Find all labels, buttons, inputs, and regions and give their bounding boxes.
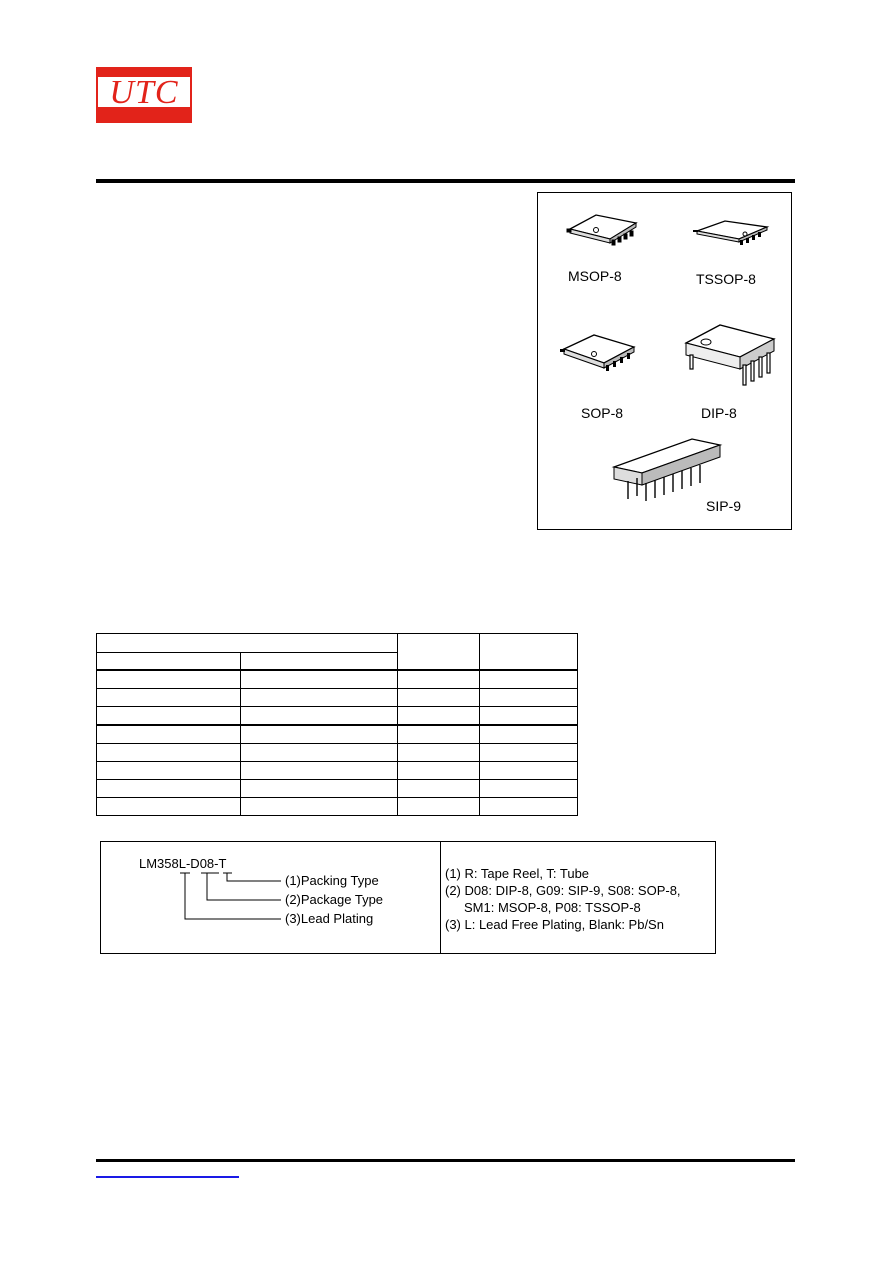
table-header-cell (97, 653, 241, 671)
legend-notes (445, 865, 681, 933)
utc-logo (96, 67, 192, 123)
part-number-code: LM358L-D08-T (139, 856, 227, 871)
ordering-table (96, 633, 578, 816)
callout-packing-type: (1)Packing Type (285, 873, 379, 888)
utc-logo-inner (98, 74, 190, 111)
sop8-package-icon (560, 331, 640, 377)
package-illustrations (537, 192, 792, 530)
footer-rule (96, 1159, 795, 1162)
footer-link-underline[interactable] (96, 1176, 239, 1178)
part-number-callout-lines (101, 842, 440, 953)
table-row (97, 725, 578, 744)
callout-package-type: (2)Package Type (285, 892, 384, 907)
package-label-sop8: SOP-8 (581, 405, 624, 421)
table-header-cell (241, 653, 398, 671)
package-label-dip8: DIP-8 (701, 405, 737, 421)
table-header-row (97, 634, 578, 653)
part-number-legend (100, 841, 716, 954)
note-lead-plating: (3) L: Lead Free Plating, Blank: Pb/Sn (445, 917, 664, 932)
utc-logo-text: UTC (109, 74, 179, 111)
table-row (97, 798, 578, 816)
callout-lead-plating: (3)Lead Plating (285, 911, 374, 926)
legend-divider (440, 842, 441, 953)
note-package: (2) D08: DIP-8, G09: SIP-9, S08: SOP-8, (445, 883, 681, 898)
package-label-tssop8: TSSOP-8 (696, 271, 756, 287)
table-header-cell (97, 634, 398, 653)
table-row (97, 780, 578, 798)
package-label-sip9: SIP-9 (706, 498, 742, 514)
msop8-package-icon (566, 209, 644, 249)
header-rule (96, 179, 795, 183)
table-row (97, 670, 578, 689)
table-row (97, 744, 578, 762)
dip8-package-icon (682, 321, 778, 389)
table-header-cell (480, 634, 578, 671)
note-package-cont: SM1: MSOP-8, P08: TSSOP-8 (464, 900, 641, 915)
table-row (97, 707, 578, 726)
table-row (97, 762, 578, 780)
table-row (97, 689, 578, 707)
table-header-cell (398, 634, 480, 671)
note-packing: (1) R: Tape Reel, T: Tube (445, 866, 590, 881)
package-label-msop8: MSOP-8 (568, 268, 622, 284)
tssop8-package-icon (693, 217, 773, 249)
